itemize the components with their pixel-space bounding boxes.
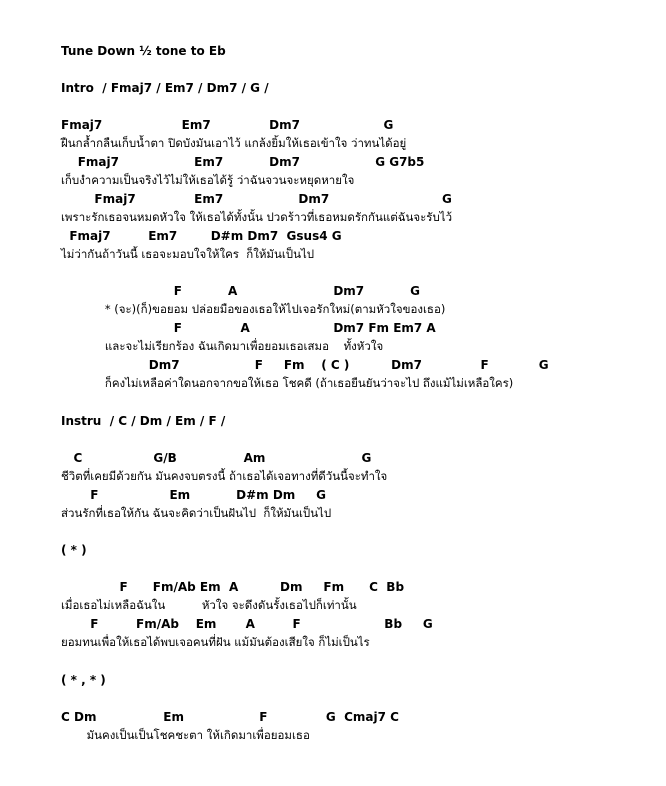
verse2-chords-1: C G/B Am G xyxy=(61,451,372,465)
chorus-lyric-2: และจะไม่เรียกร้อง ฉันเกิดมาเพื่อยอมเธอเสมอ ทั้งหัวใจ xyxy=(61,339,384,353)
verse1-lyric-1: ฝืนกล้ำกลืนเก็บน้ำตา ปิดบังมันเอาไว้ แกล้งยิ้มให้เธอเข้าใจ ว่าทนได้อยู่ xyxy=(61,136,407,150)
bridge-lyric-2: ยอมทนเพื่อให้เธอได้พบเจอคนที่ฝัน แม้มันต้องเสียใจ ก็ไม่เป็นไร xyxy=(61,635,370,649)
outro-chords: C Dm Em F G Cmaj7 C xyxy=(61,710,399,724)
intro-line: Intro / Fmaj7 / Em7 / Dm7 / G / xyxy=(61,81,269,95)
verse1-lyric-3: เพราะรักเธอจนหมดหัวใจ ให้เธอได้ทั้งนั้น ปวดร้าวที่เธอหมดรักกันแต่ฉันจะรับไว้ xyxy=(61,210,453,224)
verse1-chords-1: Fmaj7 Em7 Dm7 G xyxy=(61,118,394,132)
chorus-lyric-3: ก็คงไม่เหลือค่าใดนอกจากขอให้เธอ โชคดี (ถ้าเธอยืนยันว่าจะไป ถึงแม้ไม่เหลือใคร) xyxy=(61,376,514,390)
outro-lyric: มันคงเป็นเป็นโชคชะตา ให้เกิดมาเพื่อยอมเธอ xyxy=(61,728,310,742)
verse1-chords-2: Fmaj7 Em7 Dm7 G G7b5 xyxy=(61,155,425,169)
chorus-chords-1: F A Dm7 G xyxy=(61,284,420,298)
verse1-chords-4: Fmaj7 Em7 D#m Dm7 Gsus4 G xyxy=(61,229,342,243)
bridge-chords-1: F Fm/Ab Em A Dm Fm C Bb xyxy=(61,580,405,594)
bridge-lyric-1: เมื่อเธอไม่เหลือฉันใน หัวใจ จะดึงดันรั้งเธอไปก็เท่านั้น xyxy=(61,598,357,612)
chorus-lyric-1: * (จะ)(ก็)ขอยอม ปล่อยมือของเธอให้ไปเจอรักใหม่(ตามหัวใจของเธอ) xyxy=(61,302,446,316)
verse2-lyric-2: ส่วนรักที่เธอให้กัน ฉันจะคิดว่าเป็นฝันไป ก็ให้มันเป็นไป xyxy=(61,506,332,520)
chorus-chords-3: Dm7 F Fm ( C ) Dm7 F G xyxy=(61,358,549,372)
verse1-lyric-2: เก็บงำความเป็นจริงไว้ไม่ให้เธอได้รู้ ว่าฉันจวนจะหยุดหายใจ xyxy=(61,173,355,187)
instru-line: Instru / C / Dm / Em / F / xyxy=(61,414,226,428)
verse2-chords-2: F Em D#m Dm G xyxy=(61,488,327,502)
chorus-chords-2: F A Dm7 Fm Em7 A xyxy=(61,321,436,335)
verse1-lyric-4: ไม่ว่ากันถ้าวันนี้ เธอจะมอบใจให้ใคร ก็ให้มันเป็นไป xyxy=(61,247,315,261)
bridge-chords-2: F Fm/Ab Em A F Bb G xyxy=(61,617,433,631)
tuning-note: Tune Down ½ tone to Eb xyxy=(61,44,226,58)
verse2-lyric-1: ชีวิตที่เคยมีด้วยกัน มันคงจบตรงนี้ ถ้าเธอได้เจอทางที่ดีวันนี้จะทำใจ xyxy=(61,469,388,483)
verse1-chords-3: Fmaj7 Em7 Dm7 G xyxy=(61,192,452,206)
repeat-chorus-twice-marker: ( * , * ) xyxy=(61,673,106,687)
repeat-chorus-marker: ( * ) xyxy=(61,543,87,557)
